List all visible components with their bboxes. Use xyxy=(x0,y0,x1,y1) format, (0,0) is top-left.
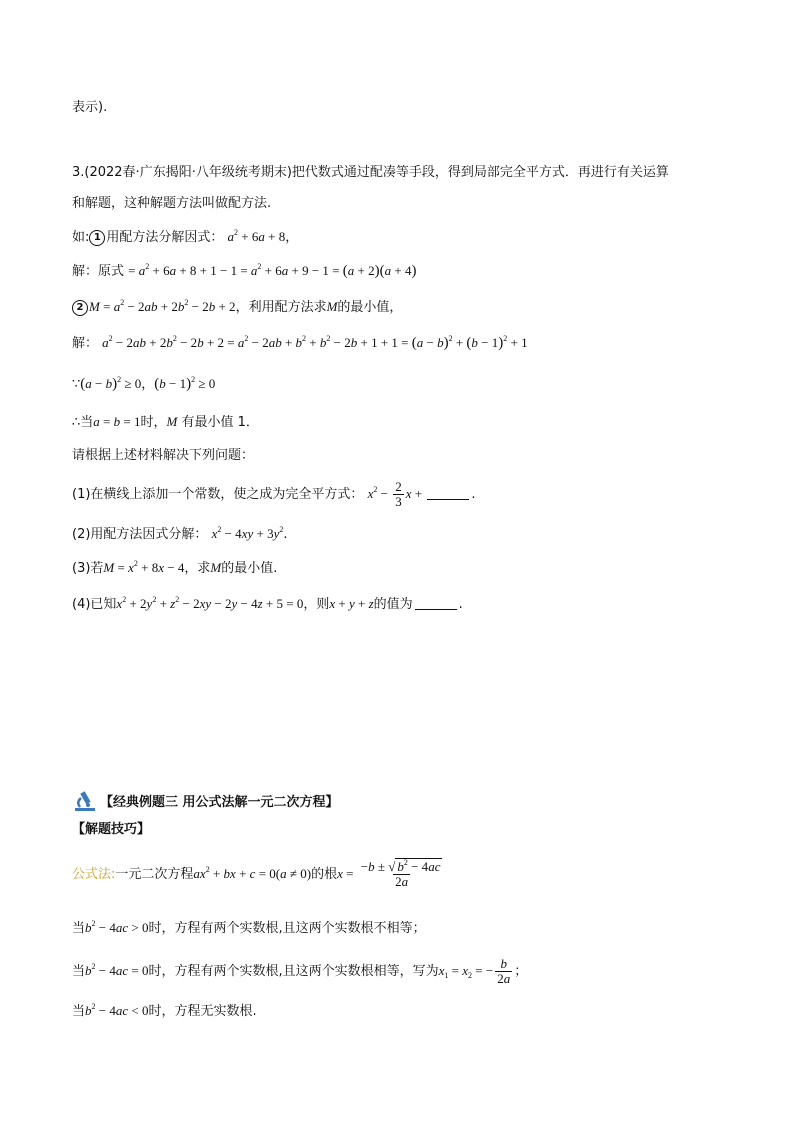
item2-text: ，利用配方法求 xyxy=(235,300,327,315)
therefore-tail: 时， xyxy=(140,415,167,430)
therefore-text: ∴当 xyxy=(72,415,94,430)
q4-mid: ，则 xyxy=(303,597,330,612)
case-negative: 当$b^2 - 4ac < 0$时，方程无实数根. xyxy=(72,1002,257,1019)
solution-1: 解：原式 = $a^2 + 6a + 8 + 1 - 1 = a^2 + 6a + 9 - 1 = (a + 2)(a + 4)$ xyxy=(72,262,417,279)
example-2: 2 $M = a^2 - 2ab + 2b^2 - 2b + 2$，利用配方法求M的最小值， xyxy=(72,297,402,318)
q4-tail: 的值为 xyxy=(373,597,413,612)
example-label: 如: xyxy=(72,230,90,245)
case2-text: 时，方程有两个实数根,且这两个实数根相等，写为 xyxy=(148,964,439,979)
therefore-line: ∴当a = b = 1时，M 有最小值 1． xyxy=(72,414,259,430)
top-fragment: 表示). xyxy=(72,100,108,115)
quadratic-formula: $\frac{-b \pm √ b^2 - 4ac}{2a}$ xyxy=(360,858,441,889)
problem3-intro-line2: 和解题，这种解题方法叫做配方法. xyxy=(72,196,272,211)
q4-prefix: (4)已知 xyxy=(72,597,117,612)
question-4: (4)已知$x^2 + 2y^2 + z^2 - 2xy - 2y - 4z + 5 = 0$，则x + y + z的值为 . xyxy=(72,595,463,612)
section-heading xyxy=(72,790,339,813)
question-3: (3)若$M = x^2 + 8x - 4$，求M的最小值. xyxy=(72,559,278,576)
answer-blank-4[interactable] xyxy=(415,597,457,610)
example-1: 如: 1 用配方法分解因式： $a^2 + 6a + 8$， xyxy=(72,228,299,245)
solution-2: 解： $a^2 - 2ab + 2b^2 - 2b + 2 = a^2 - 2ab + b^2 + b^2 - 2b + 1 + 1 = (a - b)^2 + (b - 1)^2 + 1$ xyxy=(72,334,528,351)
q2-text: (2)用配方法因式分解： xyxy=(72,527,208,542)
microscope-icon xyxy=(72,790,98,812)
item1-text: 用配方法分解因式： xyxy=(106,230,224,245)
answer-blank-1[interactable] xyxy=(427,487,469,500)
formula-label: 公式法: xyxy=(72,867,116,882)
question-2: (2)用配方法因式分解： $x^2 - 4xy + 3y^2$. xyxy=(72,525,288,542)
fraction-2-3: $\frac{2}{3}$ xyxy=(395,479,402,509)
case-positive: 当$b^2 - 4ac > 0$时，方程有两个实数根,且这两个实数根不相等； xyxy=(72,919,426,936)
case3-text: 时，方程无实数根. xyxy=(148,1004,257,1019)
q1-text: (1)在横线上添加一个常数，使之成为完全平方式： xyxy=(72,487,364,502)
solution-tips: 【解题技巧】 xyxy=(72,822,151,837)
q3-prefix: (3)若 xyxy=(72,561,104,576)
instruction: 请根据上述材料解决下列问题： xyxy=(72,448,255,463)
solution-label: 解：原式 xyxy=(72,264,125,279)
item2-tail: 的最小值， xyxy=(337,300,403,315)
section-title: 【经典例题三 用公式法解一元二次方程】 xyxy=(100,795,339,810)
fraction-b-2a: $\frac{b}{2a}$ xyxy=(497,956,511,986)
case-zero: 当$b^2 - 4ac = 0$时，方程有两个实数根,且这两个实数根相等，写为$x_1 = x_2$ = − $\frac{b}{2a}$ ； xyxy=(72,956,528,986)
case1-text: 时，方程有两个实数根,且这两个实数根不相等； xyxy=(148,921,426,936)
formula-line: 公式法:一元二次方程$ax^2$ + bx + c = 0(a ≠ 0)的根x = $\frac{-b \pm √ b^2 - 4ac}{2a}$ xyxy=(72,860,446,889)
because-line: ∵(a − b)$^2$ ≥ 0，$(b - 1)^2 \ge 0$ xyxy=(72,375,216,392)
formula-text: 一元二次方程 xyxy=(115,867,194,882)
therefore-end: 有最小值 1． xyxy=(181,415,259,430)
solution2-label: 解： xyxy=(72,336,99,351)
problem3-intro: 3.(2022春·广东揭阳·八年级统考期末)把代数式通过配凑等手段，得到局部完全平方式．再进行有关运算 xyxy=(72,165,669,180)
circled-number-2: 2 xyxy=(72,300,88,316)
q3-tail: 的最小值. xyxy=(221,561,278,576)
question-1: (1)在横线上添加一个常数，使之成为完全平方式： $x^2$ − $\frac{2}{3}$ x + . xyxy=(72,479,476,509)
formula-root: 的根 xyxy=(311,867,338,882)
q3-mid: ，求 xyxy=(184,561,211,576)
circled-number-1: 1 xyxy=(89,230,105,246)
